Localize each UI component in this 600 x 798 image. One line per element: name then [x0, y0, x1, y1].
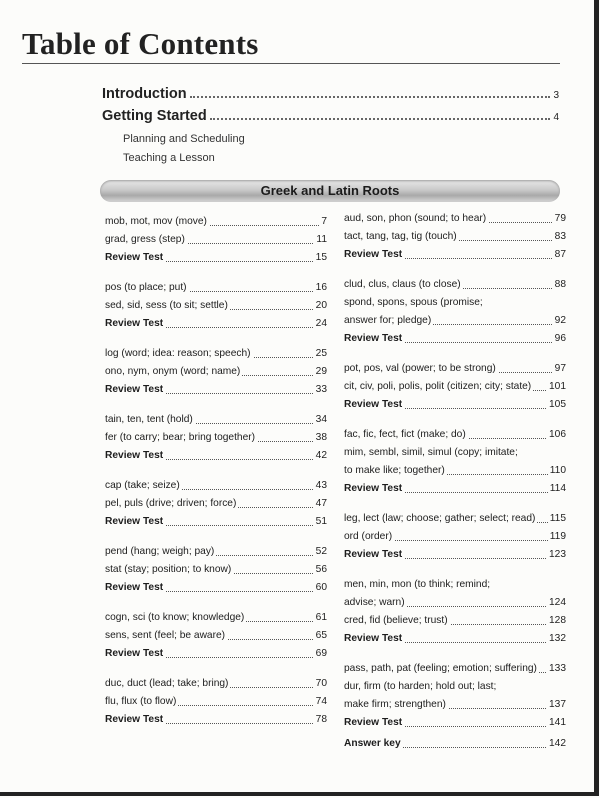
entry-label: ono, nym, onym (word; name) — [105, 366, 241, 377]
page-number: 105 — [547, 396, 566, 414]
page-number: 128 — [547, 612, 566, 630]
toc-entry[interactable] — [344, 696, 566, 714]
entry-label: pot, pos, val (power; to be strong) — [344, 363, 496, 374]
page-number: 69 — [314, 645, 327, 663]
entry-label: Review Test — [105, 516, 164, 527]
toc-group — [344, 360, 566, 414]
toc-group — [344, 576, 566, 648]
toc-entry[interactable] — [105, 363, 327, 381]
toc-entry[interactable] — [344, 594, 566, 612]
entry-label: Review Test — [105, 450, 164, 461]
page-number: 137 — [547, 696, 566, 714]
review-test-entry[interactable] — [105, 381, 327, 399]
toc-group — [105, 411, 327, 465]
page-number: 43 — [314, 477, 327, 495]
review-test-entry[interactable] — [105, 249, 327, 267]
page-number: 60 — [314, 579, 327, 597]
entry-label: pend (hang; weigh; pay) — [105, 546, 215, 557]
entry-label: Review Test — [344, 717, 403, 728]
page-number: 34 — [314, 411, 327, 429]
page-number: 7 — [319, 213, 327, 231]
toc-group — [344, 210, 566, 264]
toc-entry[interactable] — [344, 228, 566, 246]
toc-group — [344, 510, 566, 564]
review-test-entry[interactable] — [105, 645, 327, 663]
toc-entry[interactable] — [344, 528, 566, 546]
entry-label: Introduction — [102, 86, 187, 102]
entry-label: pos (to place; put) — [105, 282, 187, 293]
review-test-entry[interactable] — [105, 579, 327, 597]
review-test-entry[interactable] — [344, 246, 566, 264]
entry-label: Review Test — [344, 399, 403, 410]
review-test-entry[interactable] — [344, 480, 566, 498]
toc-entry[interactable] — [344, 462, 566, 480]
toc-entry-introduction[interactable] — [102, 86, 559, 102]
page-number: 115 — [548, 510, 566, 528]
entry-label: aud, son, phon (sound; to hear) — [344, 213, 487, 224]
entry-label: cogn, sci (to know; knowledge) — [105, 612, 245, 623]
entry-label: pel, puls (drive; driven; force) — [105, 498, 237, 509]
toc-entry[interactable] — [344, 576, 566, 594]
review-test-entry[interactable] — [105, 447, 327, 465]
entry-label: Review Test — [344, 249, 403, 260]
review-test-entry[interactable] — [105, 711, 327, 729]
section-heading: Greek and Latin Roots — [260, 183, 400, 198]
review-test-entry[interactable] — [344, 396, 566, 414]
toc-entry[interactable] — [105, 609, 327, 627]
entry-label: tact, tang, tag, tig (touch) — [344, 231, 457, 242]
page-number: 70 — [314, 675, 327, 693]
page-number: 42 — [314, 447, 327, 465]
toc-group — [344, 276, 566, 348]
page-title: Table of Contents — [22, 26, 259, 61]
toc-group — [105, 345, 327, 399]
page-number: 15 — [314, 249, 327, 267]
toc-entry[interactable] — [344, 210, 566, 228]
toc-entry[interactable] — [344, 294, 566, 312]
entry-label: Getting Started — [102, 108, 207, 124]
page-number: 97 — [553, 360, 566, 378]
page-number: 20 — [314, 297, 327, 315]
entry-label: sed, sid, sess (to sit; settle) — [105, 300, 228, 311]
entry-label: men, min, mon (to think; remind; — [344, 579, 491, 590]
toc-group — [105, 279, 327, 333]
entry-label: Review Test — [105, 318, 164, 329]
toc-entry[interactable] — [105, 231, 327, 249]
review-test-entry[interactable] — [344, 546, 566, 564]
toc-entry[interactable] — [105, 543, 327, 561]
page-number: 33 — [314, 381, 327, 399]
toc-entry[interactable] — [105, 297, 327, 315]
entry-label: log (word; idea: reason; speech) — [105, 348, 251, 359]
toc-group — [105, 477, 327, 531]
page-number: 78 — [314, 711, 327, 729]
page-number: 114 — [548, 480, 566, 498]
toc-entry[interactable] — [105, 345, 327, 363]
page-number: 11 — [314, 231, 327, 249]
toc-entry[interactable] — [105, 495, 327, 513]
entry-label: Review Test — [344, 633, 403, 644]
toc-group — [105, 543, 327, 597]
entry-label: leg, lect (law; choose; gather; select; read) — [344, 513, 536, 524]
entry-label: clud, clus, claus (to close) — [344, 279, 461, 290]
subsection-planning[interactable]: Planning and Scheduling — [123, 133, 245, 145]
entry-label: ord (order) — [344, 531, 393, 542]
page-number: 119 — [548, 528, 566, 546]
entry-label: duc, duct (lead; take; bring) — [105, 678, 229, 689]
toc-group — [344, 735, 566, 753]
toc-entry[interactable] — [105, 675, 327, 693]
toc-entry[interactable] — [105, 279, 327, 297]
page-number: 132 — [547, 630, 566, 648]
page-number: 61 — [314, 609, 327, 627]
entry-label: Review Test — [105, 582, 164, 593]
toc-group — [105, 213, 327, 267]
entry-label: Review Test — [105, 252, 164, 263]
page-number: 3 — [553, 90, 559, 101]
toc-entry[interactable] — [105, 561, 327, 579]
entry-label: dur, firm (to harden; hold out; last; — [344, 681, 497, 692]
page-number: 24 — [314, 315, 327, 333]
entry-label: flu, flux (to flow) — [105, 696, 177, 707]
toc-entry[interactable] — [344, 660, 566, 678]
page-number: 142 — [547, 735, 566, 753]
toc-entry[interactable] — [344, 444, 566, 462]
entry-label: fer (to carry; bear; bring together) — [105, 432, 256, 443]
section-banner — [100, 180, 560, 202]
dot-leader — [210, 117, 551, 120]
toc-entry[interactable] — [344, 678, 566, 696]
review-test-entry[interactable] — [105, 315, 327, 333]
toc-entry[interactable] — [344, 312, 566, 330]
toc-group — [105, 675, 327, 729]
page-number: 133 — [547, 660, 566, 678]
entry-label: Review Test — [344, 483, 403, 494]
toc-entry[interactable] — [105, 693, 327, 711]
entry-label: stat (stay; position; to know) — [105, 564, 232, 575]
entry-label: answer for; pledge) — [344, 315, 432, 326]
entry-label: make firm; strengthen) — [344, 699, 446, 710]
entry-label: mim, sembl, simil, simul (copy; imitate; — [344, 447, 518, 458]
entry-label: Review Test — [344, 549, 403, 560]
toc-entry[interactable] — [105, 627, 327, 645]
answer-key-entry[interactable] — [344, 735, 566, 753]
toc-group — [105, 609, 327, 663]
title-rule — [22, 63, 560, 64]
toc-entry[interactable] — [344, 276, 566, 294]
entry-label: Review Test — [105, 714, 164, 725]
entry-label: Review Test — [105, 384, 164, 395]
entry-label: cap (take; seize) — [105, 480, 180, 491]
toc-entry[interactable] — [344, 510, 566, 528]
page-number: 92 — [553, 312, 566, 330]
page-number: 96 — [553, 330, 566, 348]
subsection-teaching[interactable]: Teaching a Lesson — [123, 152, 215, 164]
entry-label: Answer key — [344, 738, 401, 749]
toc-entry[interactable] — [105, 477, 327, 495]
page-number: 25 — [314, 345, 327, 363]
review-test-entry[interactable] — [344, 330, 566, 348]
entry-label: Review Test — [105, 648, 164, 659]
toc-entry[interactable] — [105, 411, 327, 429]
page-number: 52 — [314, 543, 327, 561]
toc-entry[interactable] — [344, 360, 566, 378]
page-number: 56 — [314, 561, 327, 579]
page-number: 47 — [314, 495, 327, 513]
page-number: 124 — [547, 594, 566, 612]
entry-label: tain, ten, tent (hold) — [105, 414, 193, 425]
entry-label: cit, civ, poli, polis, polit (citizen; city; state) — [344, 381, 532, 392]
entry-label: mob, mot, mov (move) — [105, 216, 207, 227]
toc-entry[interactable] — [105, 213, 327, 231]
entry-label: Review Test — [344, 333, 403, 344]
page-number: 110 — [548, 462, 566, 480]
page-number: 79 — [553, 210, 566, 228]
page-number: 88 — [553, 276, 566, 294]
page-number: 106 — [547, 426, 566, 444]
toc-entry[interactable] — [344, 612, 566, 630]
page-number: 29 — [314, 363, 327, 381]
page-number: 16 — [314, 279, 327, 297]
page-number: 74 — [314, 693, 327, 711]
page-number: 101 — [547, 378, 566, 396]
entry-label: sens, sent (feel; be aware) — [105, 630, 226, 641]
toc-group — [344, 426, 566, 498]
dot-leader — [190, 95, 551, 98]
entry-label: cred, fid (believe; trust) — [344, 615, 448, 626]
review-test-entry[interactable] — [344, 630, 566, 648]
entry-label: to make like; together) — [344, 465, 445, 476]
entry-label: fac, fic, fect, fict (make; do) — [344, 429, 466, 440]
toc-entry[interactable] — [344, 378, 566, 396]
page-number: 51 — [314, 513, 327, 531]
toc-entry[interactable] — [105, 429, 327, 447]
entry-label: spond, spons, spous (promise; — [344, 297, 483, 308]
review-test-entry[interactable] — [344, 714, 566, 732]
entry-label: grad, gress (step) — [105, 234, 185, 245]
page-number: 83 — [553, 228, 566, 246]
toc-entry-getting-started[interactable] — [102, 108, 559, 124]
entry-label: advise; warn) — [344, 597, 405, 608]
toc-entry[interactable] — [344, 426, 566, 444]
page-number: 141 — [547, 714, 566, 732]
page-number: 38 — [314, 429, 327, 447]
page-number: 65 — [314, 627, 327, 645]
entry-label: pass, path, pat (feeling; emotion; suffering) — [344, 663, 537, 674]
toc-group — [344, 660, 566, 732]
review-test-entry[interactable] — [105, 513, 327, 531]
page-number: 123 — [547, 546, 566, 564]
page-number: 4 — [553, 112, 559, 123]
page-number: 87 — [553, 246, 566, 264]
